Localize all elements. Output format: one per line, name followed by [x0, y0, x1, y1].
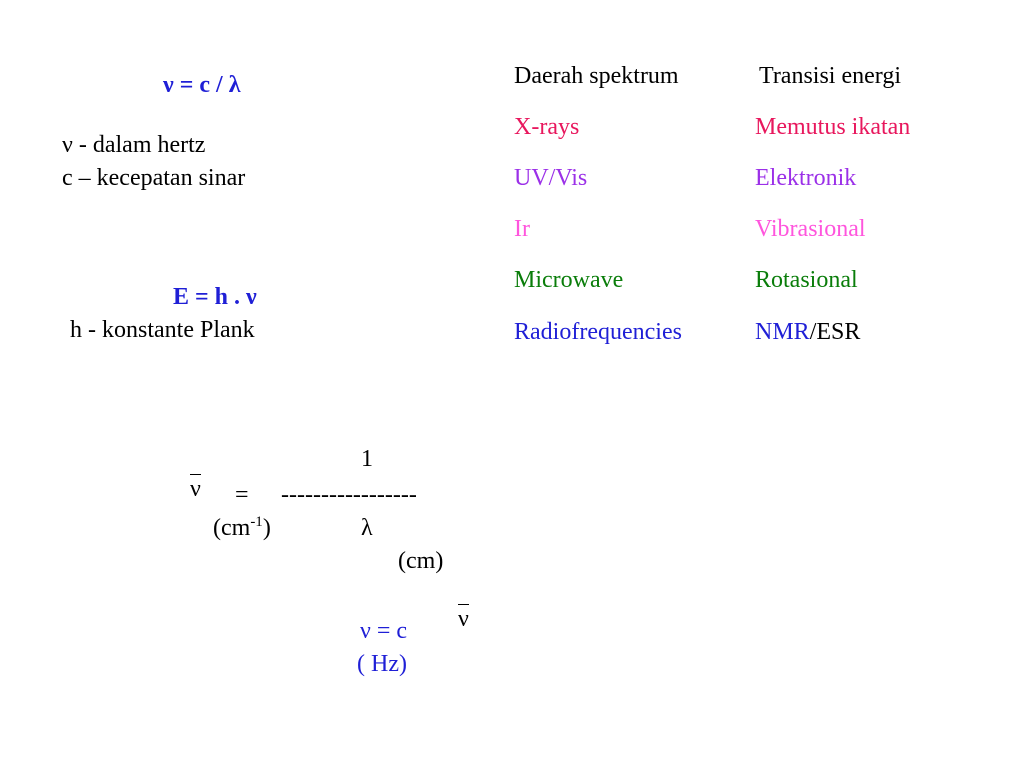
transition-nmr: NMR [755, 319, 810, 345]
wavenumber-unit-left [213, 516, 271, 540]
region-uv-vis: UV/Vis [514, 165, 588, 191]
formula-energy: E = h . ν [173, 284, 257, 310]
transition-esr: /ESR [809, 319, 861, 345]
transition-memutus-ikatan: Memutus ikatan [755, 114, 911, 140]
wavenumber-fraction-line: ----------------- [281, 482, 417, 508]
region-x-rays: X-rays [514, 114, 580, 140]
wavenumber-nu-bar [190, 474, 201, 501]
header-region: Daerah spektrum [514, 63, 679, 89]
wavenumber-equals: = [235, 482, 249, 508]
transition-elektronik: Elektronik [755, 165, 857, 191]
transition-nmr-esr [755, 320, 860, 344]
nu-bar-symbol: ν [190, 476, 201, 502]
frequency-unit: ( Hz) [357, 651, 407, 677]
nu-bar-symbol-2: ν [458, 606, 469, 632]
region-radiofrequencies: Radiofrequencies [514, 319, 682, 345]
unit-close-paren: ) [262, 515, 271, 541]
frequency-lhs: ν = c [360, 618, 408, 644]
def-c: c – kecepatan sinar [62, 165, 246, 191]
frequency-nu-bar [458, 604, 469, 631]
transition-vibrasional: Vibrasional [755, 216, 866, 242]
unit-cm: (cm [213, 515, 251, 541]
wavenumber-denominator: λ [361, 515, 373, 541]
def-nu: ν - dalam hertz [62, 132, 206, 158]
wavenumber-unit-right: (cm) [398, 548, 444, 574]
def-h: h - konstante Plank [70, 317, 255, 343]
formula-wavelength: ν = c / λ [163, 72, 241, 98]
region-ir: Ir [514, 216, 530, 242]
wavenumber-numerator: 1 [361, 446, 373, 472]
transition-rotasional: Rotasional [755, 267, 858, 293]
region-microwave: Microwave [514, 267, 624, 293]
unit-exponent: -1 [250, 514, 263, 530]
header-transition: Transisi energi [759, 63, 902, 89]
